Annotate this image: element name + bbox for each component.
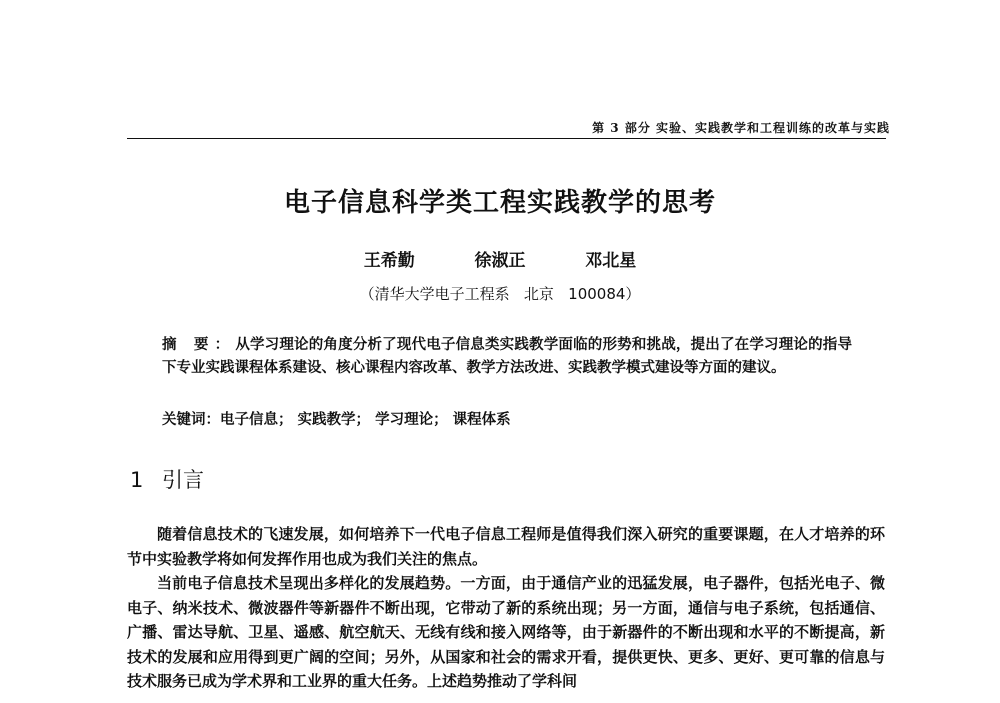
keywords-text: 电子信息； 实践教学； 学习理论； 课程体系 xyxy=(220,411,511,428)
section-heading xyxy=(130,464,204,494)
affiliation: （清华大学电子工程系 北京 100084） xyxy=(359,285,641,303)
body-text xyxy=(127,522,885,694)
header-rule xyxy=(127,138,886,139)
abstract-text: 从学习理论的角度分析了现代电子信息类实践教学面临的形势和挑战，提出了在学习理论的指导下专业实践课程体系建设、核心课程内容改革、教学方法改进、实践教学模式建设等方面的建议。 xyxy=(162,336,852,376)
abstract-block xyxy=(162,333,852,379)
keywords-block xyxy=(162,408,852,431)
keywords-label: 关键词： xyxy=(162,411,220,428)
body-paragraph: 随着信息技术的飞速发展，如何培养下一代电子信息工程师是值得我们深入研究的重要课题，在人才培养的环节中实验教学将如何发挥作用也成为我们关注的焦点。 xyxy=(127,525,885,568)
body-paragraph: 当前电子信息技术呈现出多样化的发展趋势。一方面，由于通信产业的迅猛发展，电子器件，包括光电子、微电子、纳米技术、微波器件等新器件不断出现，它带动了新的系统出现；另一方面，通信与电子系统，包括通信、广播、雷达导航、卫星、遥感、航空航天、无线有线和接入网络等，由于新器件的不断出现和水平的不断提高，新技术的发展和应用得到更广阔的空间；另外，从国家和社会的需求开看，提供更快、更多、更好、更可靠的信息与技术服务已成为学术界和工业界的重大任务。上述趋势推动了学科间 xyxy=(127,574,885,690)
section-number: 1 xyxy=(130,468,144,492)
abstract-label: 摘 要： xyxy=(162,336,236,353)
paper-title: 电子信息科学类工程实践教学的思考 xyxy=(283,188,716,218)
section-title: 引言 xyxy=(162,468,204,492)
author-list: 王希勤 徐淑正 邓北星 xyxy=(363,251,637,271)
running-header: 第 3 部分 实验、实践教学和工程训练的改革与实践 xyxy=(592,121,890,135)
